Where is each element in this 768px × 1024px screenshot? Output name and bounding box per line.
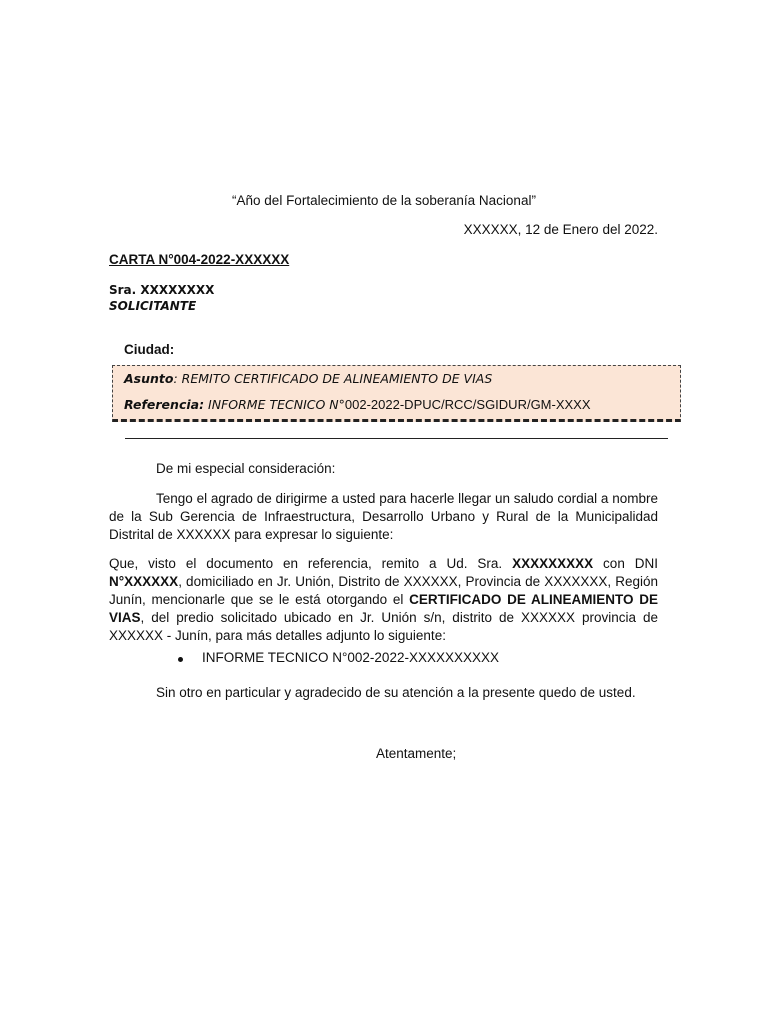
recipient-name: Sra. XXXXXXXX (109, 283, 215, 297)
paragraph-main-part1: Que, visto el documento en referencia, remito a Ud. Sra. (109, 556, 513, 571)
paragraph-intro: Tengo el agrado de dirigirme a usted para hacerle llegar un saludo cordial a nombre de la Sub Gerencia de Infraestructura, Desarrollo Urbano y Rural de la Municipalidad Distrital de XXXXXX para expresar lo siguiente: (109, 491, 658, 542)
divider-line (125, 438, 668, 439)
paragraph-main (109, 555, 658, 645)
reference-prefix: INFORME TECNICO N° (204, 397, 345, 412)
subject-box (112, 365, 681, 422)
reference-label: Referencia: (124, 397, 205, 412)
subject-line (124, 371, 492, 386)
letter-number: CARTA N°004-2022-XXXXXX (109, 252, 290, 267)
bullet-icon (178, 657, 183, 662)
reference-number: 002-2022-DPUC/RCC/SGIDUR/GM-XXXX (344, 397, 591, 412)
subject-label: Asunto (124, 371, 174, 386)
year-motto: “Año del Fortalecimiento de la soberanía Nacional” (232, 193, 536, 208)
greeting: De mi especial consideración: (156, 461, 336, 476)
dni-number: N°XXXXXX (109, 574, 179, 589)
recipient-role: SOLICITANTE (109, 299, 197, 313)
paragraph-main-part4: , del predio solicitado ubicado en Jr. Unión s/n, distrito de XXXXXX provincia de XXXXXX - Junín, para más detalles adjunto lo siguiente: (109, 610, 658, 643)
farewell: Atentamente; (376, 746, 457, 761)
paragraph-main-part3: , domiciliado en Jr. Unión, Distrito de XXXXXX, Provincia de XXXXXXX, Región Junín, mencionarle que se le está otorgando el (109, 574, 658, 607)
recipient-name-inline: XXXXXXXXX (512, 556, 594, 571)
recipient-city: Ciudad: (124, 342, 175, 357)
list-item: INFORME TECNICO N°002-2022-XXXXXXXXXX (202, 650, 499, 665)
letter-date: XXXXXX, 12 de Enero del 2022. (463, 222, 658, 237)
reference-line (124, 397, 591, 412)
paragraph-main-part2: con DNI (593, 556, 658, 571)
certificate-name: CERTIFICADO DE ALINEAMIENTO DE VIAS (109, 592, 658, 625)
subject-text: : REMITO CERTIFICADO DE ALINEAMIENTO DE VIAS (173, 371, 493, 386)
closing-sentence: Sin otro en particular y agradecido de su atención a la presente quedo de usted. (156, 685, 636, 700)
